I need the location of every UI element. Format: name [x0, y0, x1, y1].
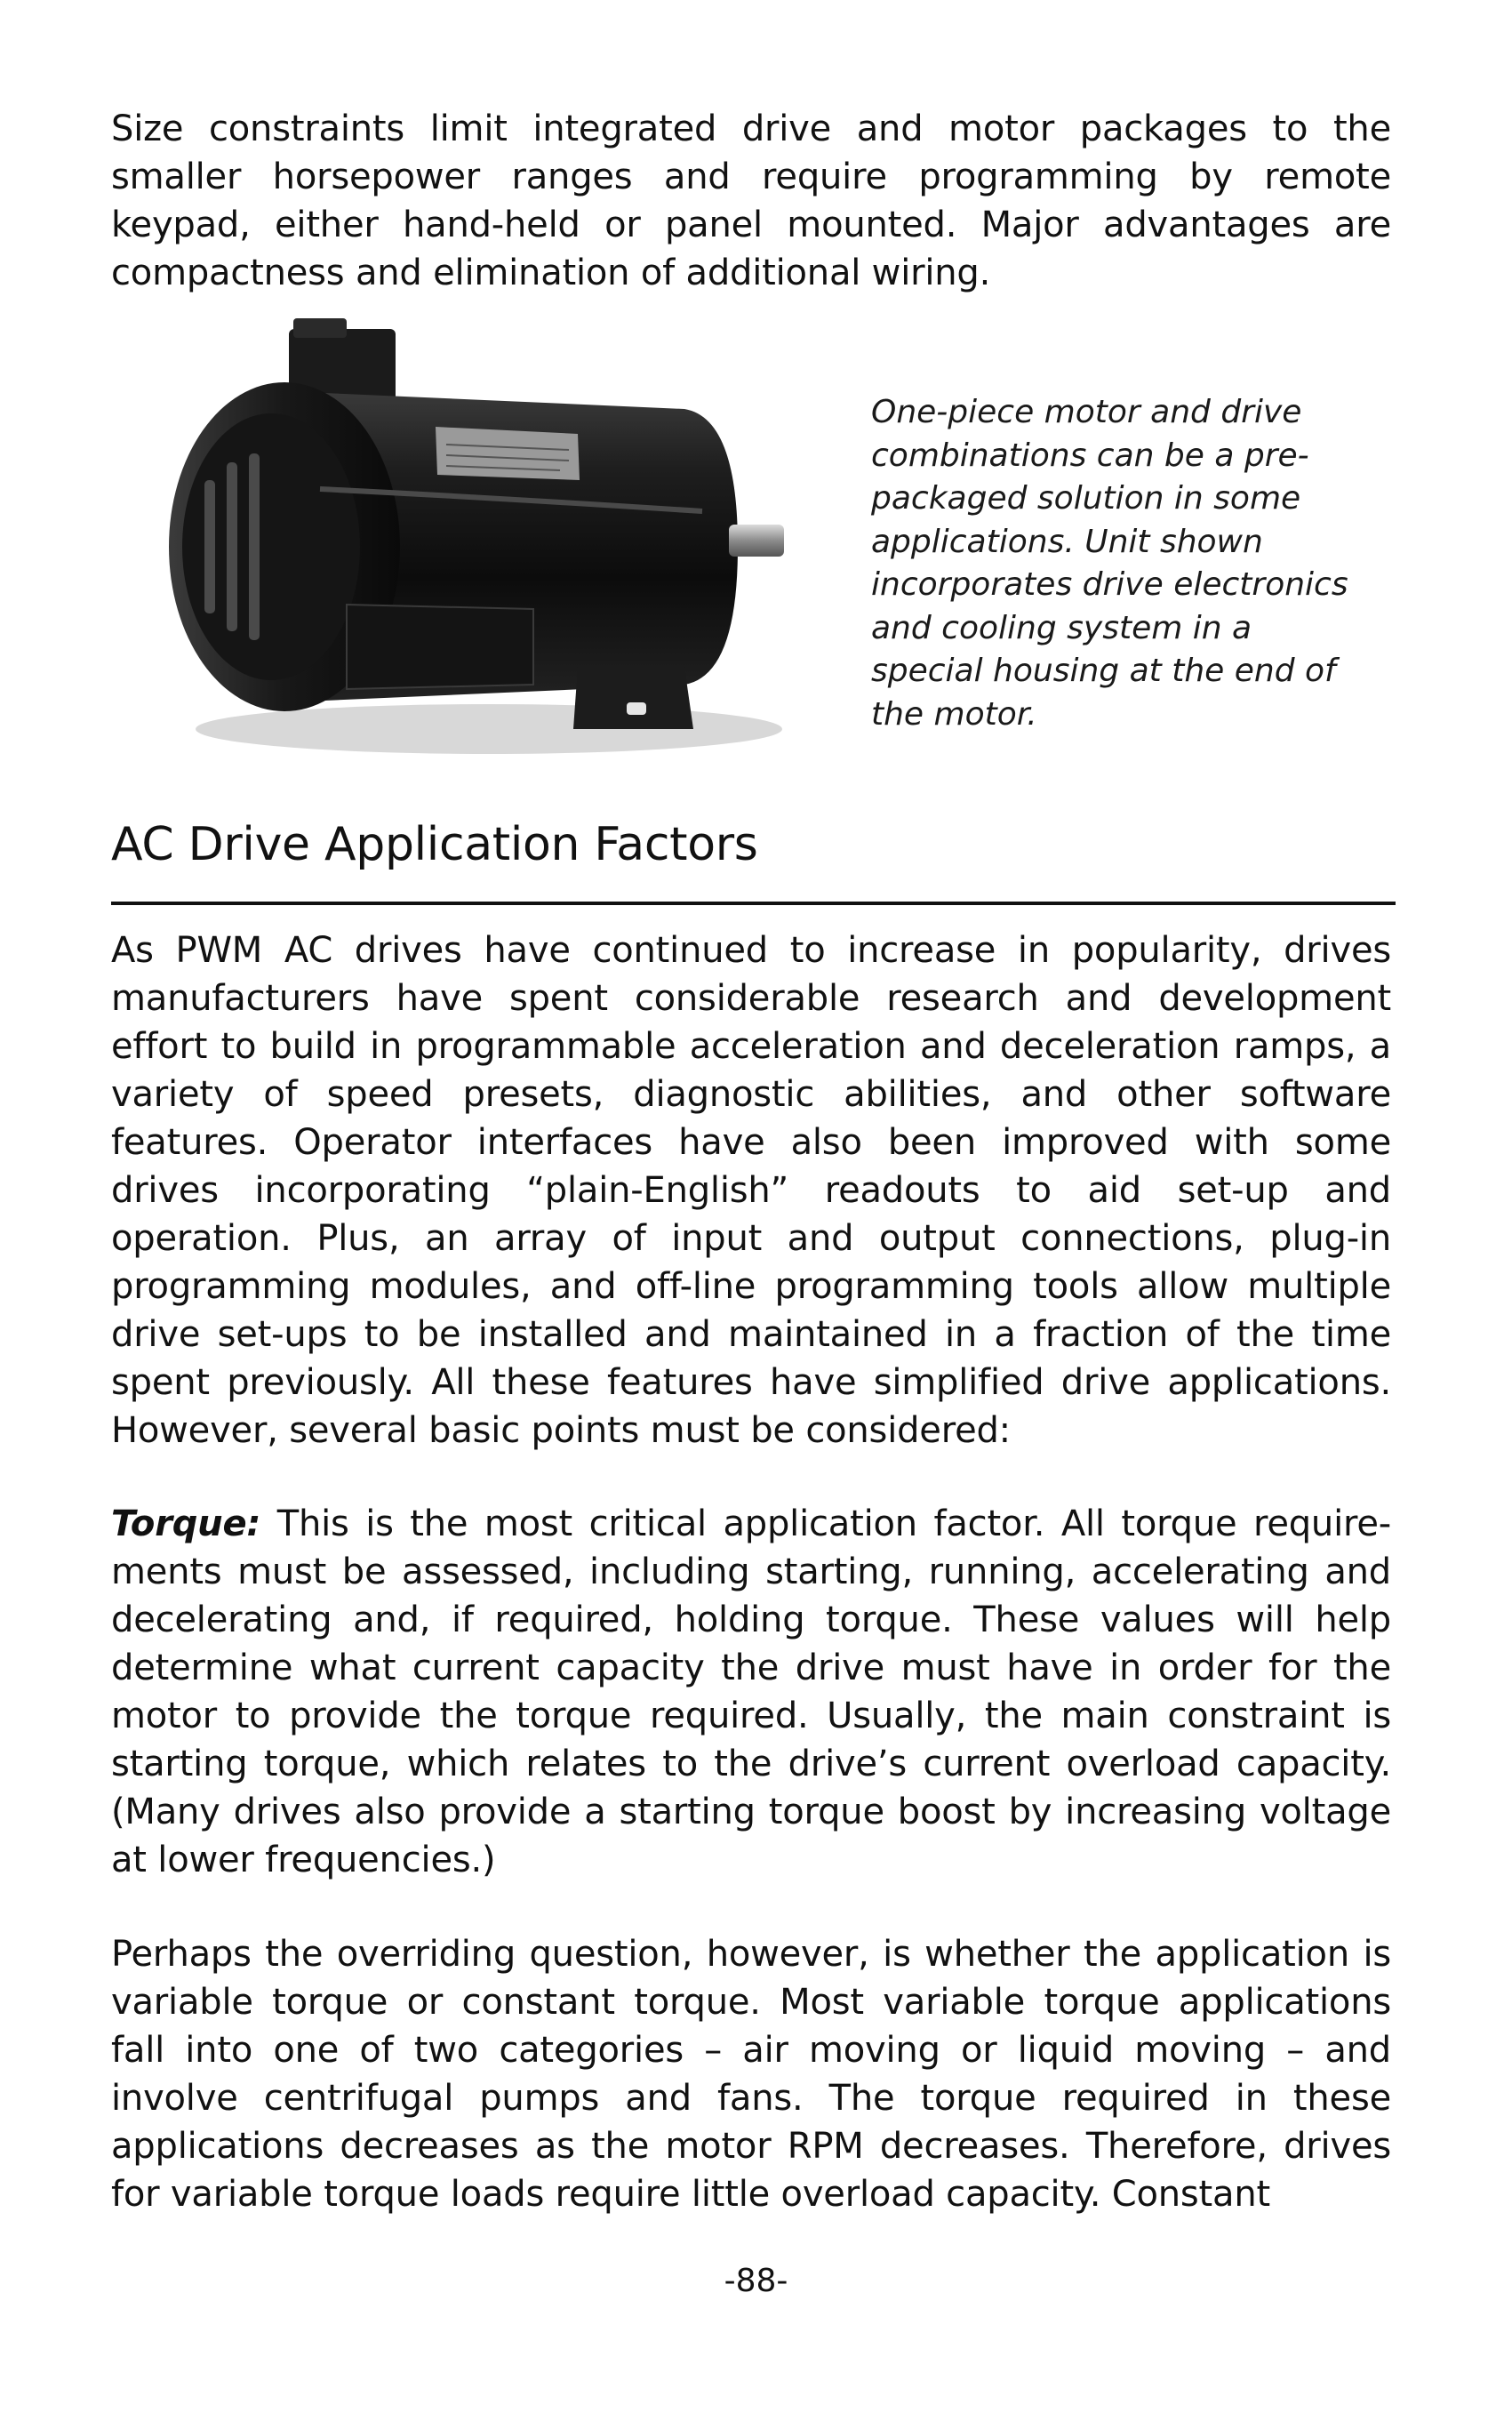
- figure-caption: One-piece motor and drive combinations can be a pre-packaged solution in some applications. Unit shown incorporates drive electronics and cooling system in a special housing at the end of the motor.: [871, 394, 1348, 733]
- torque-label: Torque:: [111, 1503, 261, 1544]
- motor-drive-photo: [116, 311, 800, 782]
- page-number: -88-: [724, 2263, 788, 2299]
- heading-rule: [111, 902, 1396, 905]
- section-heading: AC Drive Application Factors: [111, 818, 758, 871]
- torque-paragraph: [111, 1500, 1391, 1884]
- torque-text: This is the most critical application factor. All torque require-ments must be assessed, including starting, running, accelerating and decelerating and, if required, holding torque. These values will help determine what current capacity the drive must have in order for the motor to provide the torque required. Usually, the main constraint is starting torque, which relates to the drive’s current overload capacity. (Many drives also provide a starting torque boost by increasing voltage at lower frequencies.): [111, 1503, 1391, 1880]
- body-paragraph-3: Perhaps the overriding question, however, is whether the application is variable torque or constant torque. Most variable torque applications fall into one of two categories – air moving or liquid moving – and involve centrifugal pumps and fans. The torque required in these applications decreases as the motor RPM decreases. Therefore, drives for variable torque loads require little overload capacity. Constant: [111, 1934, 1391, 2215]
- body-paragraph-1: As PWM AC drives have continued to increase in popularity, drives manufacturers have spent considerable research and development effort to build in programmable acceleration and deceleration ramps, a variety of speed presets, diagnostic abilities, and other software features. Operator interfaces have also been improved with some drives incorporating “plain-English” readouts to aid set-up and operation. Plus, an array of input and output connections, plug-in programming modules, and off-line programming tools allow multiple drive set-ups to be installed and maintained in a fraction of the time spent previously. All these features have simplified drive applications. However, several basic points must be considered:: [111, 930, 1391, 1451]
- intro-paragraph: Size constraints limit integrated drive and motor packages to the smaller horsepower ranges and require programming by remote keypad, either hand-held or panel mounted. Major advantages are compactness and elimination of additional wiring.: [111, 108, 1391, 293]
